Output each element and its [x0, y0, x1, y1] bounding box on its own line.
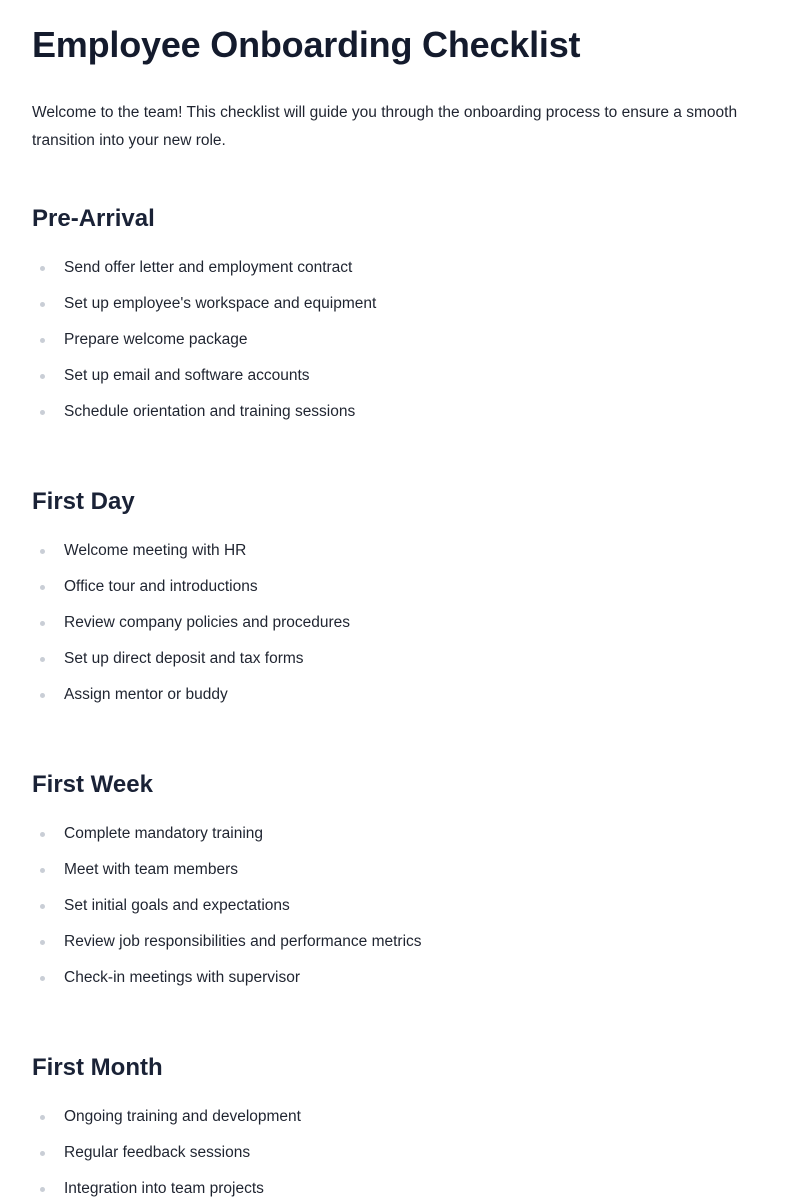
bullet-dot-icon [40, 1115, 45, 1120]
section-first-month [32, 1053, 768, 1200]
bullet-dot-icon [40, 621, 45, 626]
section-heading-first-week: First Week [32, 771, 153, 798]
list-item-label: Send offer letter and employment contract [64, 259, 353, 276]
list-item-label: Complete mandatory training [64, 825, 264, 842]
list-item-label: Set initial goals and expectations [64, 897, 290, 914]
list-item [32, 968, 768, 1004]
list-item [32, 1179, 768, 1200]
list-item [32, 577, 768, 613]
bullet-dot-icon [40, 1151, 45, 1156]
bullet-dot-icon [40, 976, 45, 981]
bullet-dot-icon [40, 868, 45, 873]
section-heading-first-month: First Month [32, 1054, 163, 1081]
list-item [32, 366, 768, 402]
list-item [32, 330, 768, 366]
section-first-week [32, 770, 768, 1004]
bullet-dot-icon [40, 410, 45, 415]
intro-paragraph: Welcome to the team! This checklist will guide you through the onboarding process to ensure a smooth transition into your new role. [32, 104, 738, 149]
section-first-day [32, 487, 768, 721]
section-pre-arrival [32, 204, 768, 438]
list-item-label: Schedule orientation and training sessions [64, 403, 356, 420]
list-item-label: Ongoing training and development [64, 1108, 301, 1125]
checklist-first-day [32, 541, 768, 721]
list-item [32, 1107, 768, 1143]
list-item-label: Regular feedback sessions [64, 1144, 251, 1161]
bullet-dot-icon [40, 585, 45, 590]
list-item-label: Set up direct deposit and tax forms [64, 650, 304, 667]
bullet-dot-icon [40, 302, 45, 307]
list-item-label: Office tour and introductions [64, 578, 258, 595]
checklist-pre-arrival [32, 258, 768, 438]
list-item-label: Check-in meetings with supervisor [64, 969, 301, 986]
bullet-dot-icon [40, 940, 45, 945]
list-item [32, 258, 768, 294]
list-item-label: Assign mentor or buddy [64, 686, 228, 703]
bullet-dot-icon [40, 549, 45, 554]
bullet-dot-icon [40, 338, 45, 343]
list-item-label: Integration into team projects [64, 1180, 264, 1197]
section-heading-pre-arrival: Pre-Arrival [32, 205, 155, 232]
list-item [32, 613, 768, 649]
list-item-label: Review company policies and procedures [64, 614, 351, 631]
bullet-dot-icon [40, 832, 45, 837]
page-title: Employee Onboarding Checklist [32, 24, 581, 65]
bullet-dot-icon [40, 266, 45, 271]
list-item [32, 402, 768, 438]
list-item [32, 860, 768, 896]
checklist-first-month [32, 1107, 768, 1200]
list-item [32, 541, 768, 577]
list-item [32, 685, 768, 721]
bullet-dot-icon [40, 374, 45, 379]
bullet-dot-icon [40, 1187, 45, 1192]
list-item-label: Welcome meeting with HR [64, 542, 247, 559]
list-item-label: Meet with team members [64, 861, 238, 878]
list-item-label: Review job responsibilities and performance metrics [64, 933, 422, 950]
list-item [32, 1143, 768, 1179]
list-item [32, 896, 768, 932]
list-item-label: Prepare welcome package [64, 331, 248, 348]
list-item-label: Set up employee's workspace and equipment [64, 295, 377, 312]
bullet-dot-icon [40, 657, 45, 662]
list-item [32, 932, 768, 968]
list-item-label: Set up email and software accounts [64, 367, 310, 384]
bullet-dot-icon [40, 693, 45, 698]
checklist-first-week [32, 824, 768, 1004]
list-item [32, 294, 768, 330]
list-item [32, 824, 768, 860]
section-heading-first-day: First Day [32, 488, 135, 515]
list-item [32, 649, 768, 685]
bullet-dot-icon [40, 904, 45, 909]
